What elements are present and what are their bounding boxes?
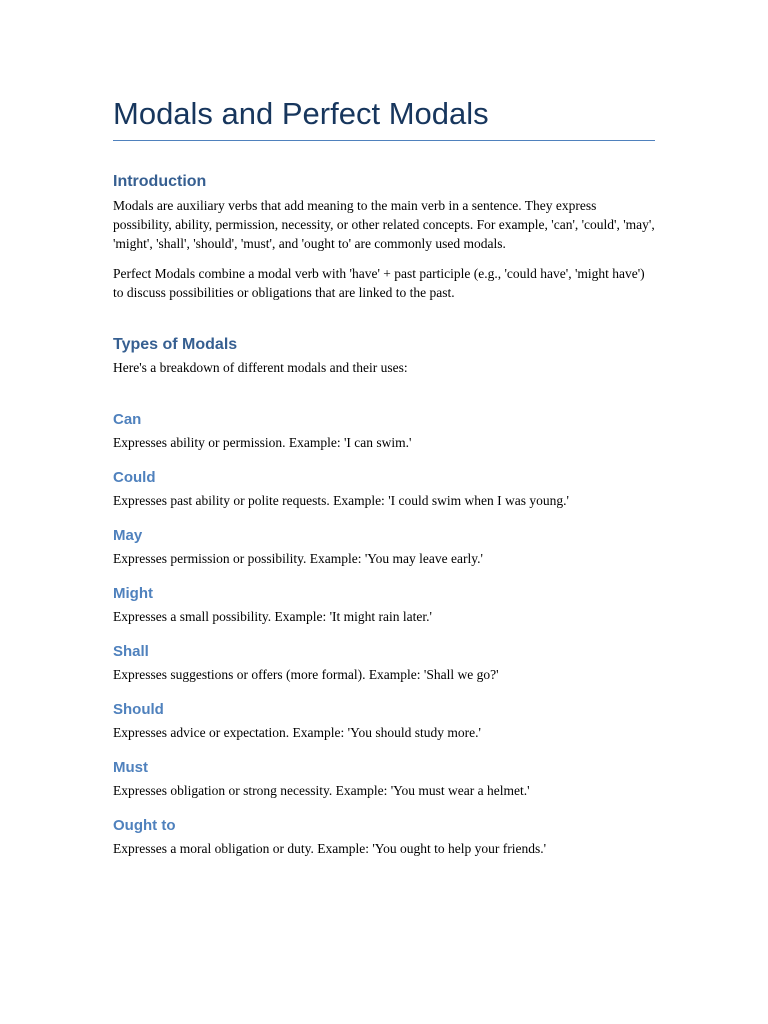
modal-heading: Shall [113, 643, 149, 660]
modal-heading: Must [113, 759, 148, 776]
document-page [113, 96, 655, 874]
modal-heading: Ought to [113, 817, 176, 834]
types-heading: Types of Modals [113, 336, 238, 353]
modal-description: Expresses ability or permission. Example: 'I can swim.' [113, 435, 412, 450]
types-intro-text: Here's a breakdown of different modals and their uses: [113, 360, 408, 375]
modal-item-ought-to [113, 816, 655, 858]
modal-item-might [113, 584, 655, 626]
introduction-paragraph-2: Perfect Modals combine a modal verb with 'have' + past participle (e.g., 'could have', 'might have') to discuss possibilities or obligations that are linked to the past. [113, 266, 645, 300]
modal-heading: Should [113, 701, 164, 718]
modal-item-shall [113, 642, 655, 684]
modal-description: Expresses suggestions or offers (more formal). Example: 'Shall we go?' [113, 667, 499, 682]
modal-heading: May [113, 527, 143, 544]
modal-item-can [113, 410, 655, 452]
modal-item-should [113, 700, 655, 742]
modal-item-may [113, 526, 655, 568]
modal-description: Expresses a small possibility. Example: 'It might rain later.' [113, 609, 432, 624]
modal-description: Expresses advice or expectation. Example: 'You should study more.' [113, 725, 481, 740]
document-title: Modals and Perfect Modals [113, 96, 655, 141]
modal-list [113, 410, 655, 858]
modal-description: Expresses permission or possibility. Example: 'You may leave early.' [113, 551, 483, 566]
introduction-section [113, 172, 655, 302]
modal-description: Expresses obligation or strong necessity. Example: 'You must wear a helmet.' [113, 783, 530, 798]
modal-heading: Can [113, 411, 142, 428]
modal-description: Expresses a moral obligation or duty. Example: 'You ought to help your friends.' [113, 841, 547, 856]
introduction-paragraph-1: Modals are auxiliary verbs that add meaning to the main verb in a sentence. They express possibility, ability, permission, necessity, or other related concepts. For example, 'can', 'could', 'may', 'might', 'shall', 'should', 'must', and 'ought to' are commonly used modals. [113, 198, 655, 251]
modal-item-must [113, 758, 655, 800]
introduction-heading: Introduction [113, 173, 207, 190]
modal-description: Expresses past ability or polite requests. Example: 'I could swim when I was young.' [113, 493, 569, 508]
modal-item-could [113, 468, 655, 510]
modal-heading: Might [113, 585, 153, 602]
modal-heading: Could [113, 469, 156, 486]
types-section [113, 335, 655, 858]
